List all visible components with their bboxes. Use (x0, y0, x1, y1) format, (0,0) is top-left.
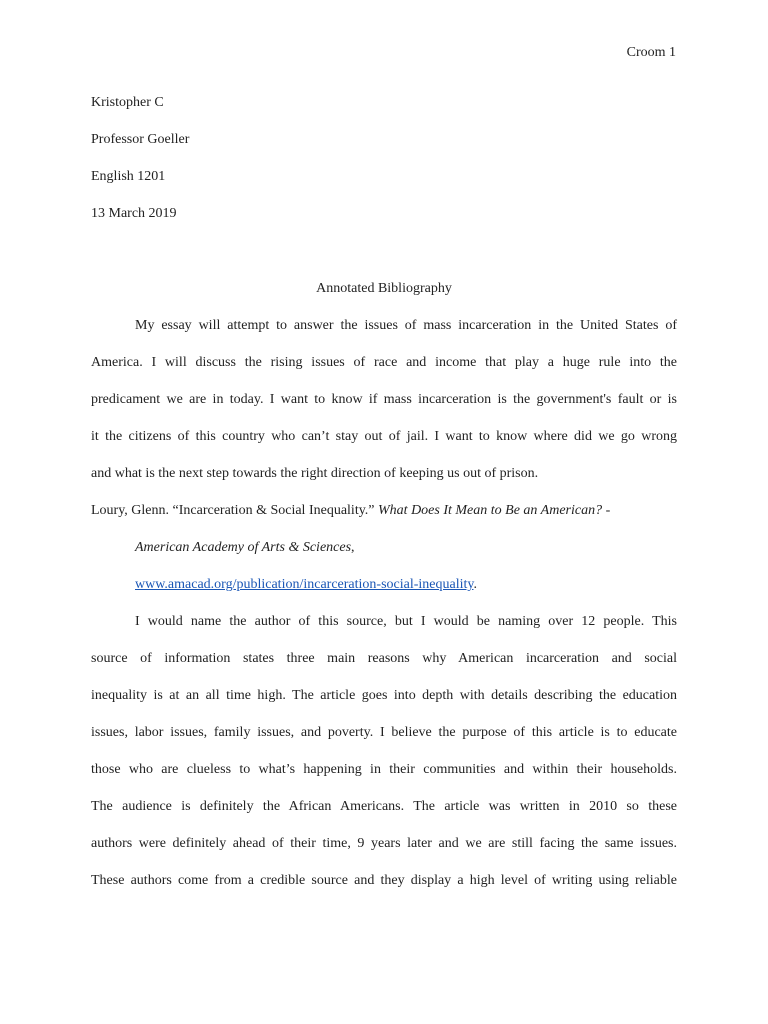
intro-line: America. I will discuss the rising issues of race and income that play a huge rule into the (91, 355, 677, 370)
intro-line: and what is the next step towards the right direction of keeping us out of prison. (91, 466, 539, 481)
annotation-line: authors were definitely ahead of their time, 9 years later and we are still facing the same issues. (91, 836, 677, 851)
course-name: English 1201 (91, 169, 166, 184)
annotation-line: These authors come from a credible source and they display a high level of writing using reliable (91, 873, 677, 888)
annotation-line: inequality is at an all time high. The article goes into depth with details describing the education (91, 688, 677, 703)
mla-heading (91, 94, 681, 242)
citation-line (91, 502, 677, 539)
citation-period: . (473, 577, 477, 592)
citation-line (91, 576, 677, 613)
intro-line: predicament we are in today. I want to know if mass incarceration is the government's fault or is (91, 392, 677, 407)
student-name: Kristopher C (91, 95, 164, 110)
citation-comma: , (351, 540, 355, 555)
citation-author-title: Loury, Glenn. “Incarceration & Social Inequality.” (91, 503, 379, 518)
annotation-line: those who are clueless to what’s happening in their communities and within their households. (91, 762, 677, 777)
annotation-line: I would name the author of this source, but I would be naming over 12 people. This (135, 614, 677, 629)
citation-line (91, 539, 677, 576)
intro-line: My essay will attempt to answer the issues of mass incarceration in the United States of (135, 318, 677, 333)
document-body (91, 317, 677, 909)
professor-name: Professor Goeller (91, 132, 190, 147)
running-head: Croom 1 (626, 45, 676, 60)
citation-publisher: American Academy of Arts & Sciences (135, 540, 352, 555)
annotation-line: source of information states three main reasons why American incarceration and social (91, 651, 677, 666)
intro-line: it the citizens of this country who can’t stay out of jail. I want to know where did we go wrong (91, 429, 677, 444)
date-line: 13 March 2019 (91, 206, 177, 221)
document-title: Annotated Bibliography (316, 281, 452, 296)
annotation-line: The audience is definitely the African Americans. The article was written in 2010 so these (91, 799, 677, 814)
citation-container: What Does It Mean to Be an American? - (378, 503, 611, 518)
citation-url-link[interactable]: www.amacad.org/publication/incarceration-social-inequality (135, 577, 474, 592)
annotation-line: issues, labor issues, family issues, and poverty. I believe the purpose of this article is to educate (91, 725, 677, 740)
